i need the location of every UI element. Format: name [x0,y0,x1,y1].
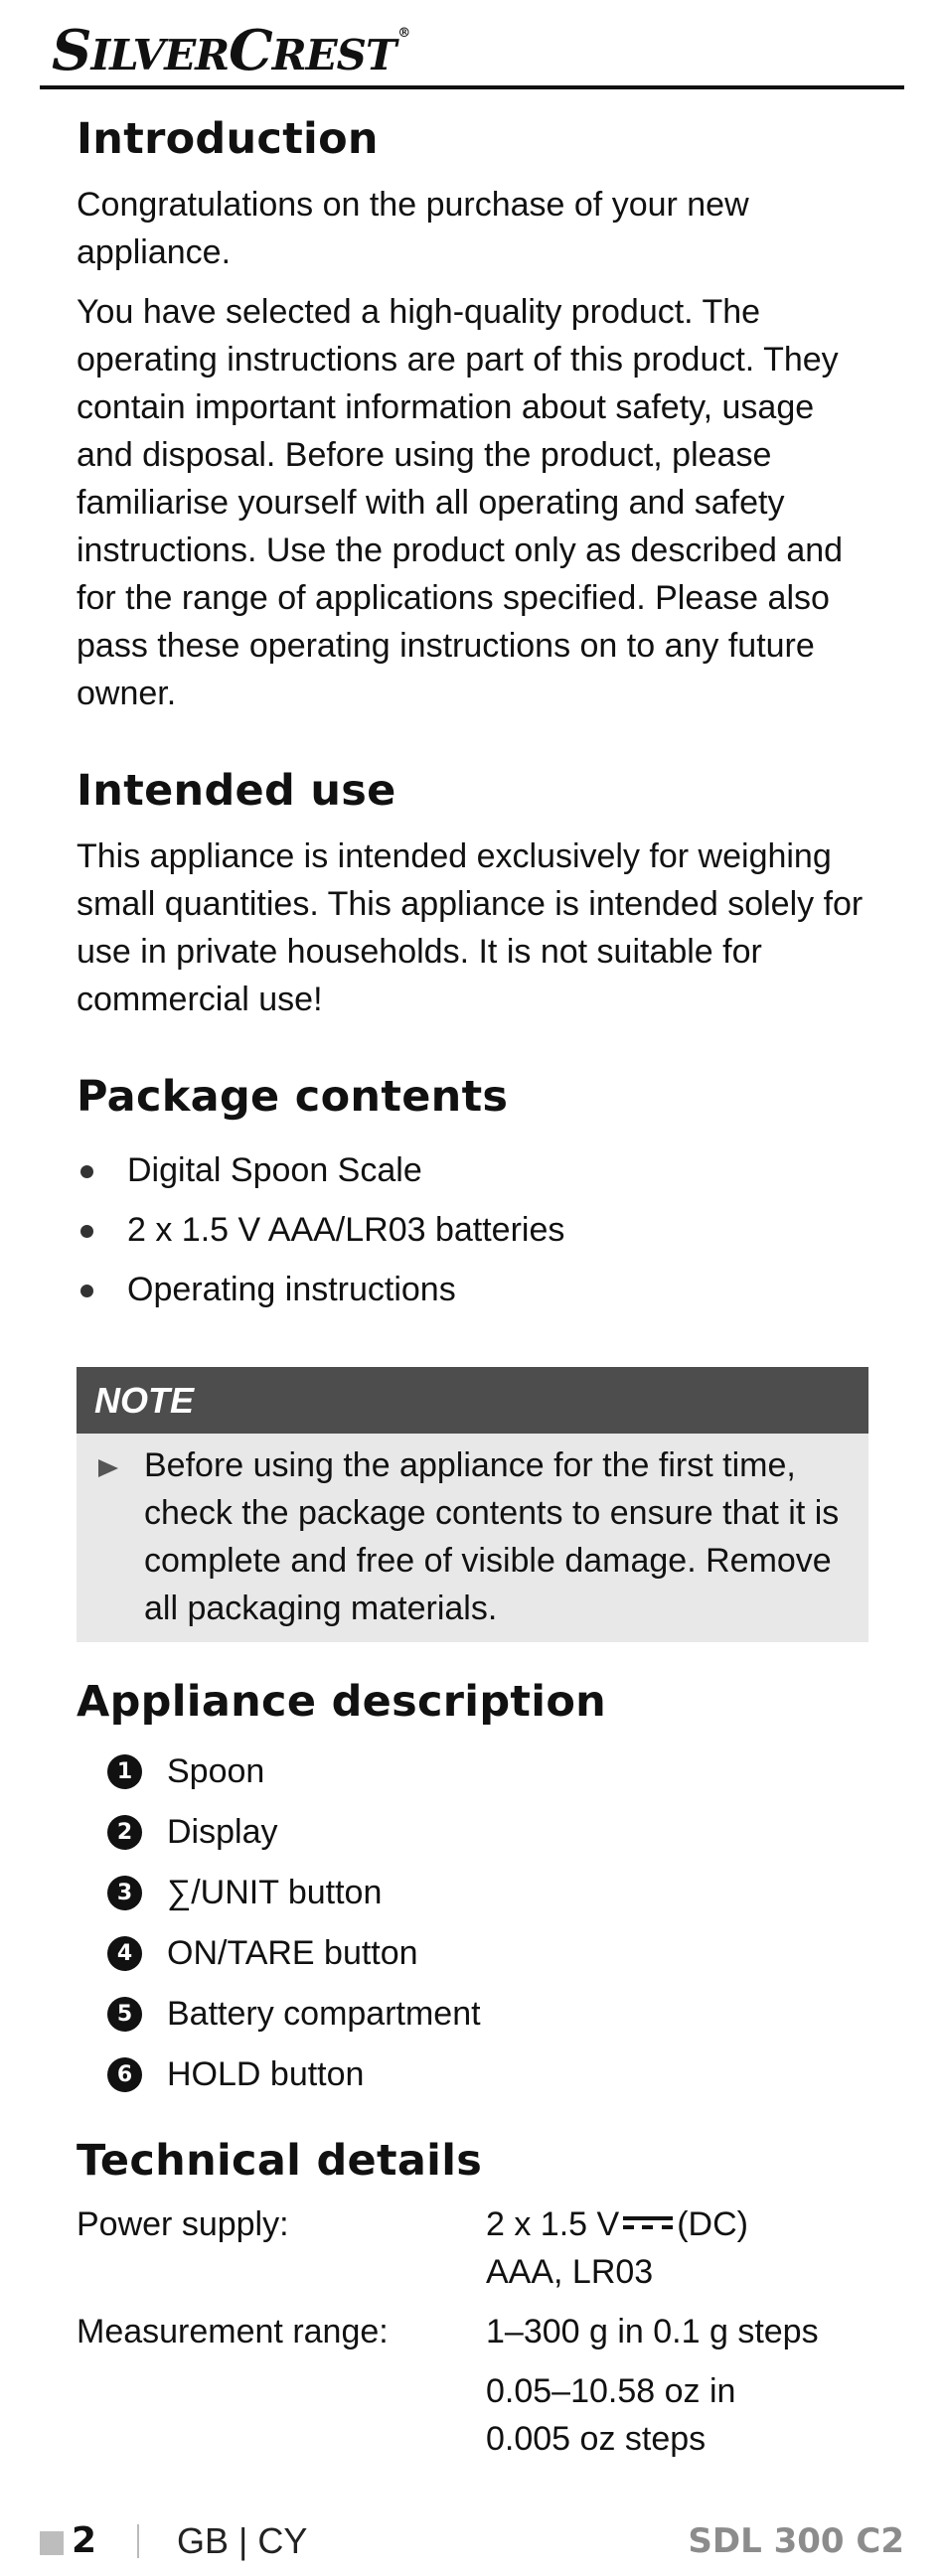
list-item-label: Spoon [167,1752,265,1790]
list-item [77,1140,871,1200]
battery-type: AAA, LR03 [486,2253,654,2291]
package-contents-list [77,1140,871,1319]
list-item-label: HOLD button [167,2055,365,2093]
number-2-icon: 2 [107,1815,142,1850]
power-type: (DC) [677,2205,748,2243]
number-6-icon: 6 [107,2057,142,2092]
range-ounces-line-1: 0.05–10.58 oz in [486,2372,736,2410]
note-title: NOTE [77,1367,868,1434]
list-item [77,2045,871,2105]
package-contents-heading: Package contents [77,1072,509,1122]
brand-logo: SILVERCREST ® [52,18,410,83]
direct-current-icon [623,2214,673,2232]
table-row [77,2308,871,2463]
number-3-icon: 3 [107,1876,142,1910]
list-item-label: Digital Spoon Scale [127,1151,422,1189]
bullet-icon [80,1285,93,1297]
introduction-paragraph-2: You have selected a high-quality product. The operating instructions are part of this product. They contain important information about safety, usage and disposal. Before using the product, please familiarise yourself with all operating and safety instructions. Use the product only as described and for the range of applications specified. Please also pass these operating instructions on to any future owner. [77,293,844,712]
manual-content [77,109,871,2463]
power-supply-value [486,2200,748,2296]
power-voltage: 2 x 1.5 V [486,2205,620,2243]
range-ounces-line-2: 0.005 oz steps [486,2420,707,2458]
language-codes: GB | CY [177,2520,308,2561]
page-footer [40,2521,904,2561]
number-1-icon: 1 [107,1754,142,1789]
number-5-icon: 5 [107,1997,142,2032]
list-item [77,1260,871,1319]
note-text: Before using the appliance for the first time, check the package contents to ensure that it is complete and free of visible damage. Remove all packaging materials. [144,1446,840,1627]
page-number: 2 [72,2520,97,2561]
list-item-label: Battery compartment [167,1995,481,2033]
technical-details-table [77,2200,871,2463]
list-item [77,1863,871,1923]
list-item-label: Display [167,1813,278,1851]
list-item-label: Operating instructions [127,1271,456,1308]
bullet-icon [80,1225,93,1238]
measurement-range-value [486,2308,819,2463]
bullet-icon [80,1165,93,1178]
intended-use-paragraph: This appliance is intended exclusively for weighing small quantities. This appliance is intended solely for use in private households. It is not suitable for commercial use! [77,837,864,1018]
page-header [40,8,904,89]
arrow-right-icon [98,1459,118,1477]
appliance-description-heading: Appliance description [77,1677,607,1727]
appliance-parts-list [77,1742,871,2105]
measurement-range-label: Measurement range: [77,2313,389,2350]
model-number: SDL 300 C2 [688,2521,904,2561]
list-item [77,1742,871,1802]
list-item-label: ∑/UNIT button [167,1874,383,1911]
range-grams: 1–300 g in 0.1 g steps [486,2313,819,2350]
power-supply-label: Power supply: [77,2205,289,2243]
intended-use-heading: Intended use [77,766,396,816]
introduction-paragraph-1: Congratulations on the purchase of your new appliance. [77,186,749,271]
number-4-icon: 4 [107,1936,142,1971]
list-item [77,1984,871,2045]
list-item-label: 2 x 1.5 V AAA/LR03 batteries [127,1211,565,1249]
introduction-heading: Introduction [77,114,379,164]
list-item [77,1802,871,1863]
square-icon [40,2531,64,2555]
list-item [77,1200,871,1260]
note-box [77,1367,868,1642]
list-item [77,1923,871,1984]
table-row [77,2200,871,2296]
technical-details-heading: Technical details [77,2136,483,2186]
note-body [77,1434,868,1642]
divider [137,2524,139,2558]
list-item-label: ON/TARE button [167,1934,418,1972]
